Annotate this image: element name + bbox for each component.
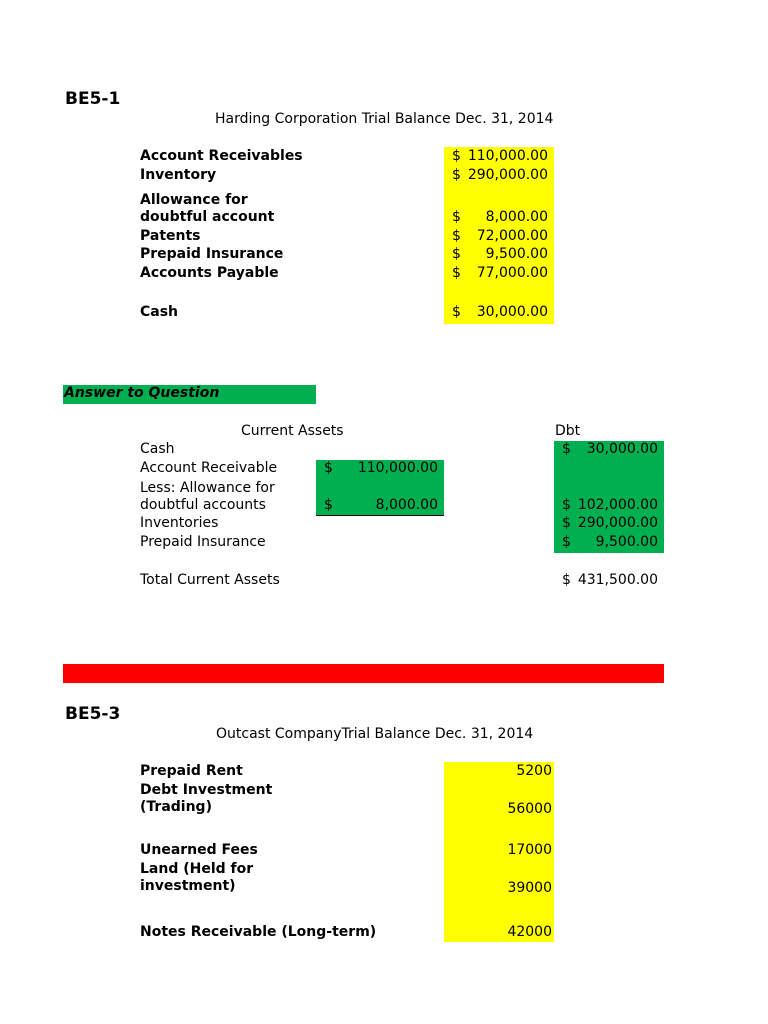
be51-label-allowance-line2: doubtful account	[140, 209, 275, 225]
be53-value-notes-receivable: 42000	[507, 924, 552, 940]
total-current-assets-label: Total Current Assets	[140, 572, 280, 588]
amount-value: 110,000.00	[357, 460, 438, 476]
be51-label-prepaid-insurance: Prepaid Insurance	[140, 246, 284, 262]
amount-value: 290,000.00	[467, 167, 548, 183]
answer-banner-text: Answer to Question	[64, 385, 220, 401]
be53-subtitle: Outcast CompanyTrial Balance Dec. 31, 2014	[216, 726, 534, 742]
dollar-sign: $	[324, 497, 333, 513]
be53-value-unearned-fees: 17000	[507, 842, 552, 858]
amount-value: 30,000.00	[586, 441, 658, 457]
dollar-sign: $	[562, 497, 571, 513]
cash-amount	[562, 441, 658, 459]
be51-amount-inventory	[452, 167, 548, 185]
be51-amount-allowance	[452, 209, 548, 227]
prepaid-insurance-amount	[562, 534, 658, 552]
be51-amount-patents	[452, 228, 548, 246]
section-divider	[63, 664, 664, 683]
net-receivable-amount	[562, 497, 658, 515]
be53-value-debt-investment: 56000	[507, 801, 552, 817]
account-receivable-amount	[324, 460, 438, 478]
be53-label-unearned-fees: Unearned Fees	[140, 842, 258, 858]
be51-label-account-receivables: Account Receivables	[140, 148, 303, 164]
be51-label-allowance-line1: Allowance for	[140, 192, 248, 208]
be51-amount-cash	[452, 304, 548, 322]
dollar-sign: $	[452, 265, 461, 281]
dollar-sign: $	[452, 246, 461, 262]
be51-amount-prepaid-insurance	[452, 246, 548, 264]
amount-value: 9,500.00	[485, 246, 548, 262]
amount-value: 77,000.00	[476, 265, 548, 281]
be51-amount-account-receivables	[452, 148, 548, 166]
allowance-amount	[324, 497, 438, 515]
be51-subtitle: Harding Corporation Trial Balance Dec. 31, 2014	[215, 111, 554, 127]
inventories-amount	[562, 515, 658, 533]
amount-value: 8,000.00	[485, 209, 548, 225]
inventories-label: Inventories	[140, 515, 219, 531]
subtotal-underline	[316, 515, 444, 516]
be51-label-patents: Patents	[140, 228, 201, 244]
be51-label-inventory: Inventory	[140, 167, 217, 183]
dollar-sign: $	[452, 209, 461, 225]
be51-heading: BE5-1	[65, 89, 121, 109]
amount-value: 290,000.00	[577, 515, 658, 531]
dollar-sign: $	[562, 534, 571, 550]
be53-label-debt-investment-line2: (Trading)	[140, 799, 212, 815]
amount-value: 9,500.00	[595, 534, 658, 550]
dollar-sign: $	[324, 460, 333, 476]
be53-label-land-line2: investment)	[140, 878, 236, 894]
amount-value: 72,000.00	[476, 228, 548, 244]
amount-value: 30,000.00	[476, 304, 548, 320]
be53-value-land: 39000	[507, 880, 552, 896]
dollar-sign: $	[452, 148, 461, 164]
dollar-sign: $	[452, 228, 461, 244]
amount-value: 102,000.00	[577, 497, 658, 513]
dollar-sign: $	[452, 167, 461, 183]
total-current-assets-amount	[562, 572, 658, 590]
be51-amount-accounts-payable	[452, 265, 548, 283]
cash-label: Cash	[140, 441, 175, 457]
amount-value: 431,500.00	[577, 572, 658, 588]
be53-value-prepaid-rent: 5200	[516, 763, 552, 779]
prepaid-insurance-label: Prepaid Insurance	[140, 534, 266, 550]
allowance-label-line1: Less: Allowance for	[140, 480, 275, 496]
account-receivable-label: Account Receivable	[140, 460, 278, 476]
dollar-sign: $	[452, 304, 461, 320]
be53-label-prepaid-rent: Prepaid Rent	[140, 763, 243, 779]
amount-value: 8,000.00	[375, 497, 438, 513]
be51-label-cash: Cash	[140, 304, 179, 320]
be53-label-notes-receivable: Notes Receivable (Long-term)	[140, 924, 377, 940]
be53-label-debt-investment-line1: Debt Investment	[140, 782, 273, 798]
current-assets-title: Current Assets	[241, 423, 344, 439]
be53-heading: BE5-3	[65, 704, 121, 724]
dollar-sign: $	[562, 441, 571, 457]
amount-value: 110,000.00	[467, 148, 548, 164]
allowance-label-line2: doubtful accounts	[140, 497, 266, 513]
dollar-sign: $	[562, 515, 571, 531]
be51-label-accounts-payable: Accounts Payable	[140, 265, 279, 281]
dbt-column-title: Dbt	[555, 423, 581, 439]
dollar-sign: $	[562, 572, 571, 588]
be53-label-land-line1: Land (Held for	[140, 861, 254, 877]
